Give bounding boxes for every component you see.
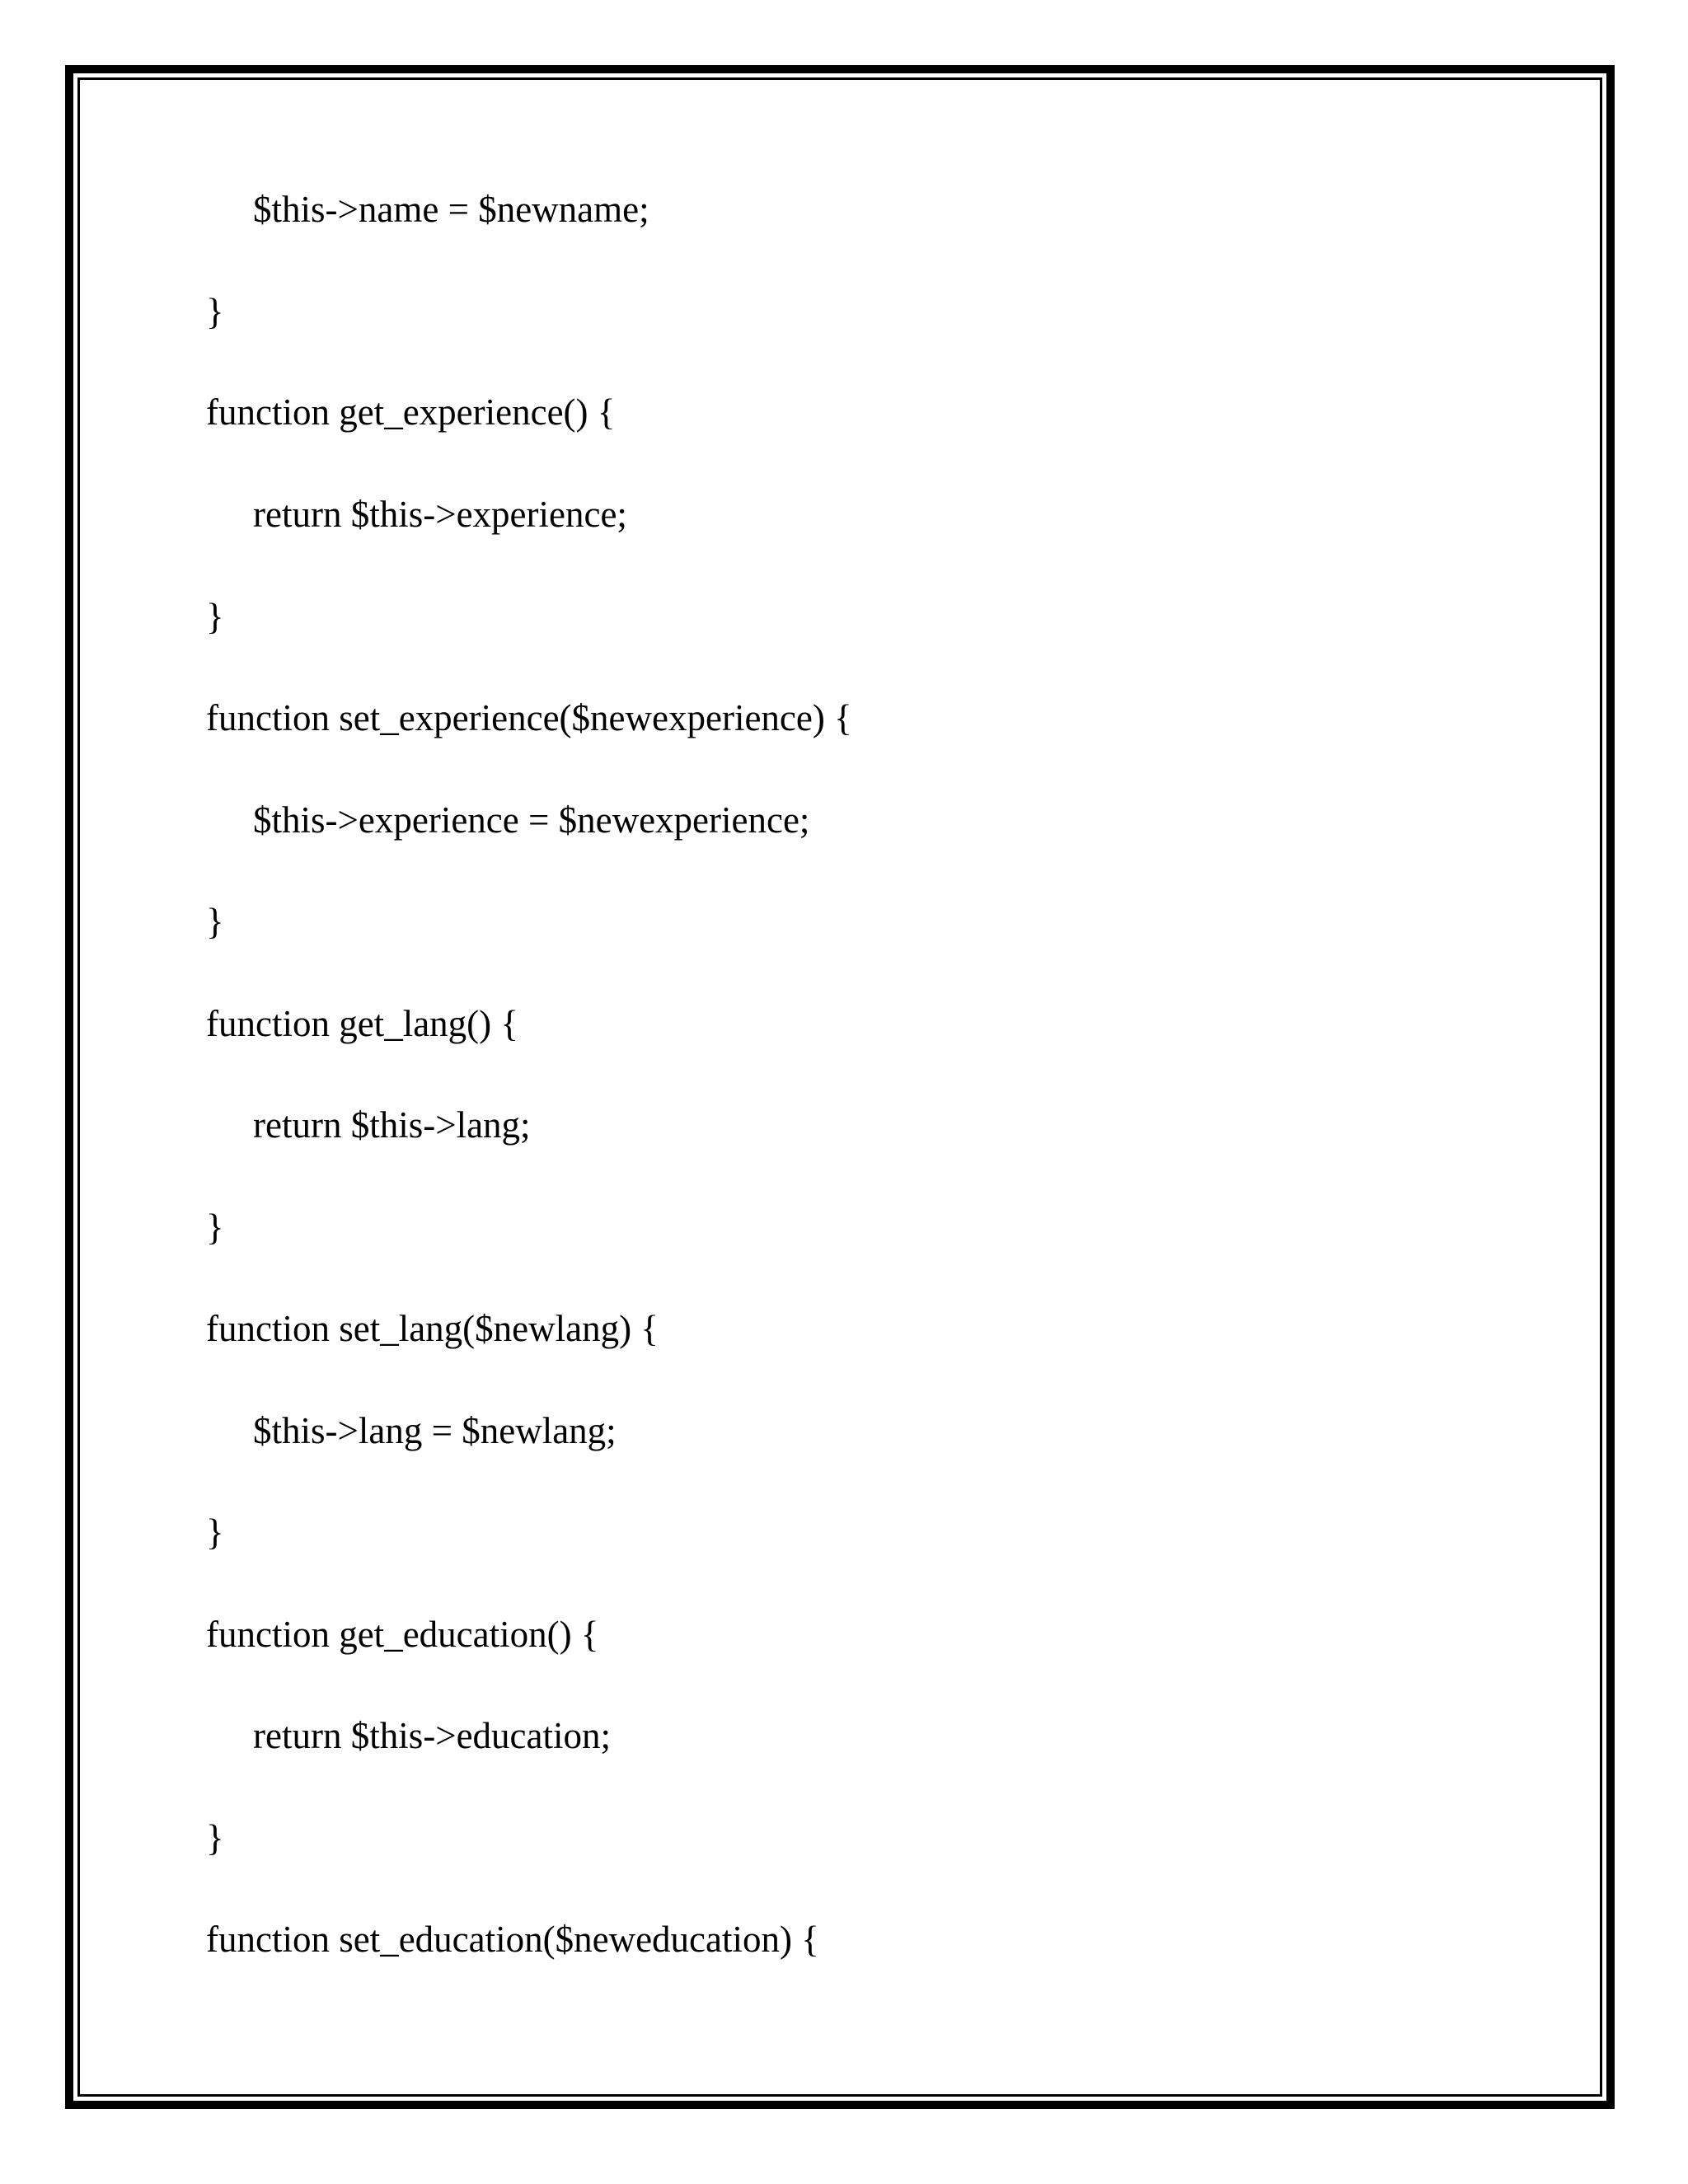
code-line: function set_education($neweducation) { bbox=[206, 1919, 819, 1960]
code-line: } bbox=[206, 901, 224, 942]
code-line: function set_experience($newexperience) { bbox=[206, 697, 852, 738]
code-line: } bbox=[206, 1511, 224, 1553]
code-line: function get_experience() { bbox=[206, 391, 616, 433]
code-line: return $this->education; bbox=[253, 1715, 612, 1756]
code-line: } bbox=[206, 291, 224, 332]
code-line: function get_lang() { bbox=[206, 1003, 518, 1044]
code-line: $this->experience = $newexperience; bbox=[253, 799, 810, 841]
code-line: $this->lang = $newlang; bbox=[253, 1410, 617, 1451]
code-line: } bbox=[206, 1817, 224, 1858]
code-line: $this->name = $newname; bbox=[253, 189, 649, 230]
code-line: function get_education() { bbox=[206, 1614, 599, 1655]
code-line: } bbox=[206, 596, 224, 637]
code-line: return $this->lang; bbox=[253, 1104, 531, 1146]
page-border-inner bbox=[77, 77, 1602, 2097]
code-line: } bbox=[206, 1207, 224, 1248]
code-line: return $this->experience; bbox=[253, 494, 627, 535]
code-line: function set_lang($newlang) { bbox=[206, 1308, 659, 1349]
